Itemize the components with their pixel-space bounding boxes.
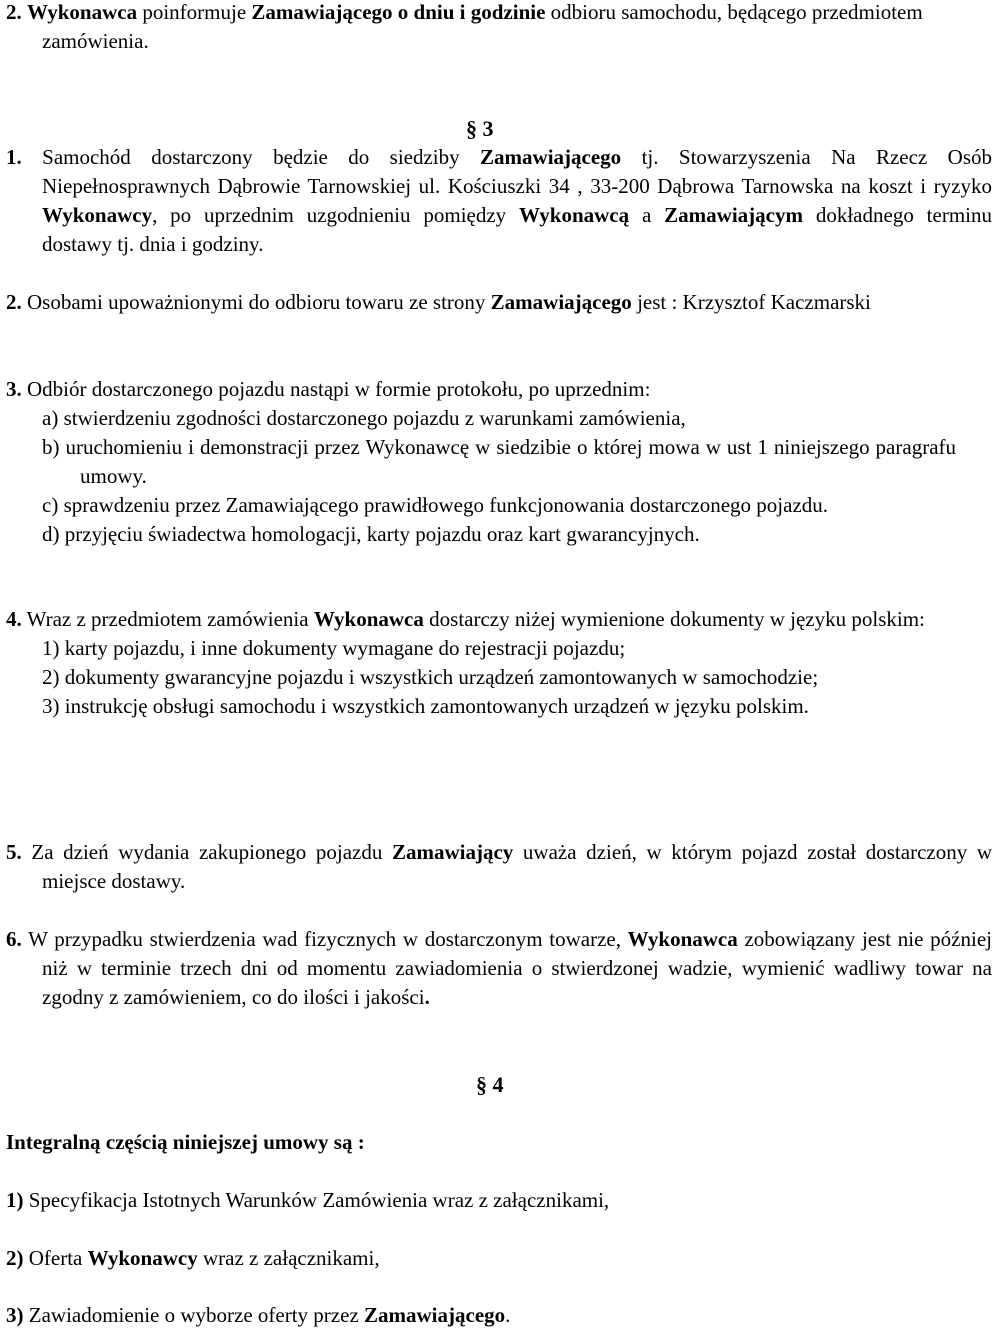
text: Za dzień wydania zakupionego pojazdu <box>31 840 392 864</box>
bold-text: Wykonawcą <box>519 203 630 227</box>
sub-item-mark: b) <box>42 435 60 459</box>
sub-item-mark: c) <box>42 493 59 517</box>
bold-text: Wykonawcy <box>87 1246 198 1270</box>
text: dokładnego terminu dostawy tj. dnia i godziny. <box>42 203 992 256</box>
text: Wraz z przedmiotem zamówienia <box>26 607 314 631</box>
bold-text: Wykonawca <box>313 607 424 631</box>
sub-item-text: uruchomieniu i demonstracji przez Wykonawcę w siedzibie o której mowa w ust 1 niniejszego paragrafu umowy. <box>65 435 957 488</box>
sub-item-text: sprawdzeniu przez Zamawiającego prawidłowego funkcjonowania dostarczonego pojazdu. <box>63 493 829 517</box>
item-number: 4. <box>6 607 22 631</box>
bold-text: Zamawiającego <box>364 1303 506 1327</box>
s3-item-1 <box>6 143 992 259</box>
bold-text: Zamawiającego <box>490 290 632 314</box>
section-4-heading: § 4 <box>476 1072 504 1097</box>
bold-text: Wykonawca <box>627 927 738 951</box>
text: dostarczy niżej wymienione dokumenty w języku polskim: <box>423 607 925 631</box>
sub-item-c <box>6 491 956 520</box>
text: wraz z załącznikami, <box>197 1246 380 1270</box>
s3-item-6 <box>6 925 992 1012</box>
sub-item-text: stwierdzeniu zgodności dostarczonego pojazdu z warunkami zamówienia, <box>63 406 686 430</box>
item-number: 3. <box>6 377 22 401</box>
s3-item-3 <box>6 375 956 549</box>
s3-item-5 <box>6 838 992 896</box>
item-number: 2. <box>6 290 22 314</box>
sub-item-b <box>6 433 956 491</box>
s3-item-3-intro <box>6 375 956 404</box>
text: jest : Krzysztof Kaczmarski <box>631 290 871 314</box>
sub-item-text: przyjęciu świadectwa homologacji, karty pojazdu oraz kart gwarancyjnych. <box>64 522 700 546</box>
text: poinformuje <box>137 0 252 24</box>
item-number: 2. <box>6 0 22 24</box>
item-number: 1. <box>6 145 22 169</box>
sub-item-mark: a) <box>42 406 59 430</box>
s4-item-2 <box>6 1244 956 1273</box>
bold-text: Zamawiającym <box>664 203 803 227</box>
text: odbioru samochodu, będącego przedmiotem zamówienia. <box>42 0 923 53</box>
text: Zawiadomienie o wyborze oferty przez <box>23 1303 365 1327</box>
bold-text: . <box>424 985 430 1009</box>
document-list-line-1: 1) karty pojazdu, i inne dokumenty wymagane do rejestracji pojazdu; <box>42 636 626 660</box>
s4-item-1 <box>6 1186 956 1215</box>
text: tj. Stowarzyszenia Na Rzecz Osób Niepełnosprawnych Dąbrowie Tarnowskiej ul. Kościuszki 34 , 33-200 Dąbrowa Tarnowska na koszt i ryzyko <box>42 145 992 198</box>
s3-item-4 <box>6 605 956 721</box>
text: W przypadku stwierdzenia wad fizycznych w dostarczonym towarze, <box>28 927 628 951</box>
item-number: 3) <box>6 1303 24 1327</box>
document-list-line-3: 3) instrukcję obsługi samochodu i wszystkich zamontowanych urządzeń w języku polskim. <box>42 694 809 718</box>
text: Osobami upoważnionymi do odbioru towaru ze strony <box>27 290 491 314</box>
text: , po uprzednim uzgodnieniu pomiędzy <box>152 203 520 227</box>
bold-text: Zamawiający <box>391 840 514 864</box>
item-number: 5. <box>6 840 22 864</box>
s3-item-2 <box>6 288 992 317</box>
s3-item-4-intro <box>6 605 956 634</box>
text: Oferta <box>23 1246 88 1270</box>
text: Samochód dostarczony będzie do siedziby <box>42 145 481 169</box>
text: Specyfikacja Istotnych Warunków Zamówienia wraz z załącznikami, <box>23 1188 610 1212</box>
bold-text: Zamawiającego <box>480 145 622 169</box>
section-3-heading: § 3 <box>466 116 494 141</box>
bold-text: Wykonawca <box>27 0 138 24</box>
text: . <box>505 1303 511 1327</box>
top-paragraph <box>6 0 992 56</box>
sub-item-d <box>6 520 956 549</box>
item-number: 2) <box>6 1246 24 1270</box>
text: uważa dzień, w którym pojazd został dostarczony w miejsce dostawy. <box>42 840 992 893</box>
text: a <box>629 203 665 227</box>
section-4-lead: Integralną częścią niniejszej umowy są : <box>6 1130 365 1154</box>
bold-text: Wykonawcy <box>42 203 153 227</box>
item-number: 1) <box>6 1188 24 1212</box>
text: Odbiór dostarczonego pojazdu nastąpi w formie protokołu, po uprzednim: <box>27 377 651 401</box>
text: zobowiązany jest nie później niż w terminie trzech dni od momentu zawiadomienia o stwierdzonej wadzie, wymienić wadliwy towar na zgodny z zamówieniem, co do ilości i jakości <box>42 927 992 1009</box>
sub-item-a <box>6 404 956 433</box>
s4-item-3 <box>6 1301 956 1330</box>
bold-text: Zamawiającego o dniu i godzinie <box>251 0 546 24</box>
sub-item-mark: d) <box>42 522 60 546</box>
item-number: 6. <box>6 927 22 951</box>
document-list-line-2: 2) dokumenty gwarancyjne pojazdu i wszystkich urządzeń zamontowanych w samochodzie; <box>42 665 819 689</box>
